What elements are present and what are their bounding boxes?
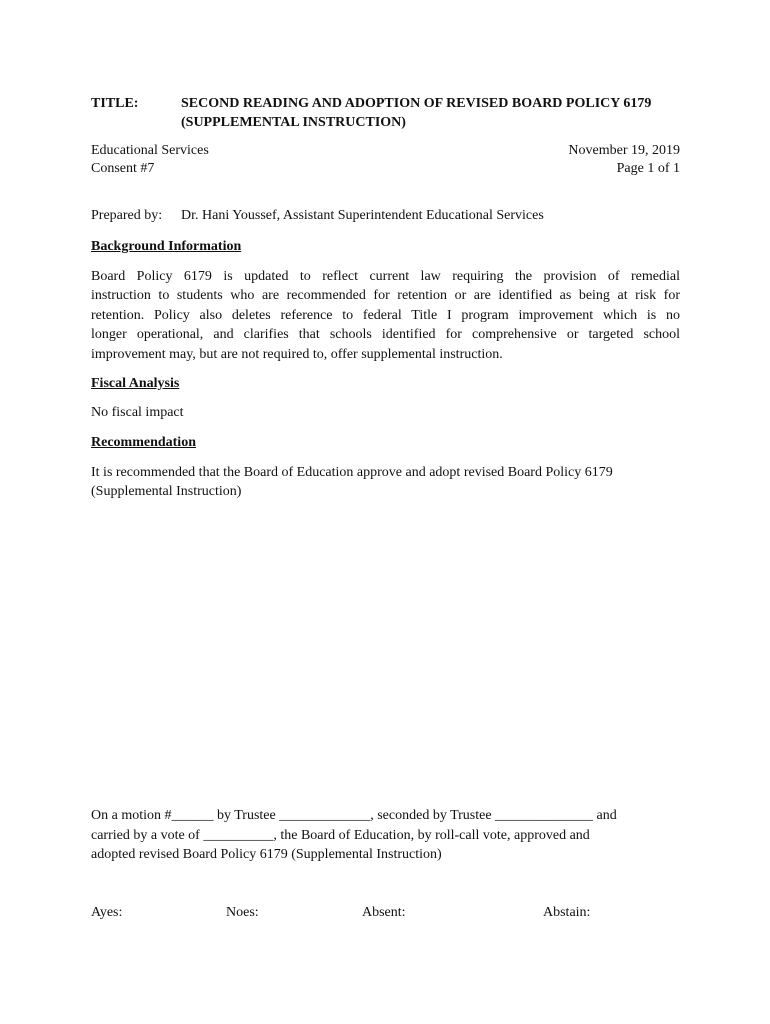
prepared-by: [91, 207, 544, 225]
recommendation-heading: Recommendation: [91, 435, 196, 450]
prepared-by-value: Dr. Hani Youssef, Assistant Superintendent Educational Services: [181, 208, 544, 223]
recommendation-paragraph: [91, 463, 680, 502]
fiscal-section: [91, 374, 680, 422]
fiscal-text: No fiscal impact: [91, 404, 184, 420]
title-line-1: SECOND READING AND ADOPTION OF REVISED BOARD POLICY 6179: [181, 96, 652, 111]
recommendation-section: [91, 433, 680, 502]
title-label: TITLE:: [91, 96, 139, 111]
title-line-2: (SUPPLEMENTAL INSTRUCTION): [181, 115, 406, 130]
prepared-by-label: Prepared by:: [91, 208, 163, 223]
motion-line: On a motion #______ by Trustee _____________, seconded by Trustee ______________ and: [91, 808, 617, 823]
ayes-label: Ayes:: [91, 905, 123, 920]
background-line: Board Policy 6179 is updated to reflect current law requiring the provision of remedial: [91, 268, 680, 284]
background-section: [91, 237, 680, 365]
background-line: retention. Policy also deletes reference to federal Title I program improvement which is no: [91, 307, 680, 323]
noes-label: Noes:: [226, 905, 259, 920]
meeting-date: November 19, 2019: [568, 143, 680, 158]
motion-line: carried by a vote of __________, the Board of Education, by roll-call vote, approved and: [91, 827, 590, 843]
background-paragraph: [91, 267, 680, 365]
consent-item: Consent #7: [91, 161, 155, 176]
background-line: longer operational, and clarifies that schools identified for comprehensive or targeted school: [91, 327, 680, 343]
motion-block: [91, 806, 680, 865]
absent-label: Absent:: [362, 905, 406, 920]
background-heading: Background Information: [91, 239, 242, 254]
recommendation-line: It is recommended that the Board of Education approve and adopt revised Board Policy 6179: [91, 464, 613, 480]
title-text: [181, 94, 701, 132]
page-number: Page 1 of 1: [616, 161, 680, 176]
recommendation-line: (Supplemental Instruction): [91, 484, 242, 500]
fiscal-heading: Fiscal Analysis: [91, 376, 180, 391]
background-line: improvement may, but are not required to, offer supplemental instruction.: [91, 346, 503, 362]
department: Educational Services: [91, 143, 209, 158]
meta-block: [91, 142, 680, 178]
abstain-label: Abstain:: [543, 905, 591, 920]
background-line: instruction to students who are recommended for retention or are identified as being at risk for: [91, 288, 680, 304]
motion-line: adopted revised Board Policy 6179 (Supplemental Instruction): [91, 847, 442, 863]
